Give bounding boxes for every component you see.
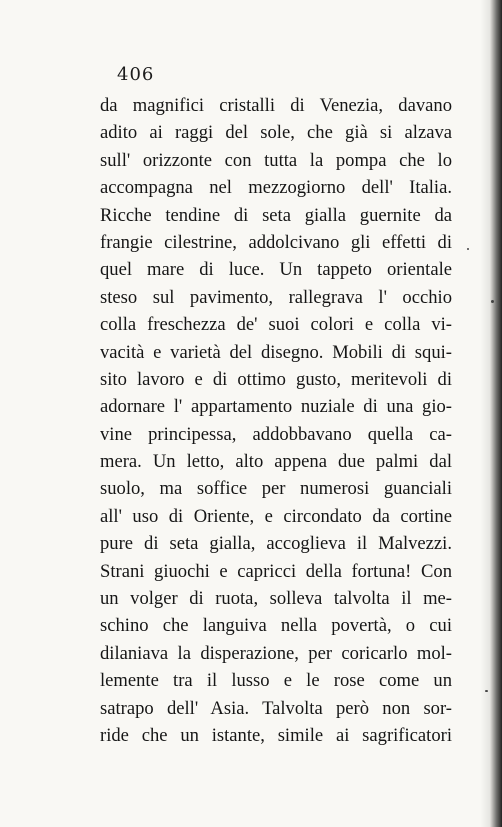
text-line: satrapo dell' Asia. Talvolta però non sor- <box>100 697 452 719</box>
text-line: all' uso di Oriente, e circondato da cortine <box>100 505 452 527</box>
page-edge-shadow <box>480 0 502 827</box>
text-line: mera. Un letto, alto appena due palmi dal <box>100 451 452 473</box>
text-line: da magnifici cristalli di Venezia, davano <box>100 95 452 116</box>
body-text <box>100 92 452 749</box>
text-line: sito lavoro e di ottimo gusto, meritevoli di <box>100 368 452 390</box>
text-line: ride che un istante, simile ai sagrificatori <box>100 724 452 746</box>
text-line: frangie cilestrine, addolcivano gli effetti di <box>100 231 452 253</box>
text-line: vine principessa, addobbavano quella ca- <box>100 423 452 445</box>
text-line: adito ai raggi del sole, che già si alzava <box>100 122 452 144</box>
text-line: pure di seta gialla, accoglieva il Malvezzi. <box>100 533 452 555</box>
print-speck <box>485 690 488 692</box>
text-line: un volger di ruota, solleva talvolta il me- <box>100 588 452 610</box>
text-line: Ricche tendine di seta gialla guernite da <box>100 204 452 226</box>
text-line: Strani giuochi e capricci della fortuna! Con <box>100 560 452 582</box>
print-speck <box>467 248 469 250</box>
page-number: 406 <box>117 64 155 85</box>
text-line: quel mare di luce. Un tappeto orientale <box>100 259 452 281</box>
text-line: colla freschezza de' suoi colori e colla vi- <box>100 314 452 336</box>
text-line: accompagna nel mezzogiorno dell' Italia. <box>100 177 452 199</box>
text-line: lemente tra il lusso e le rose come un <box>100 670 452 692</box>
print-speck <box>491 300 494 303</box>
text-line: steso sul pavimento, rallegrava l' occhio <box>100 286 452 308</box>
text-line: dilaniava la disperazione, per coricarlo mol- <box>100 642 452 664</box>
text-line: sull' orizzonte con tutta la pompa che lo <box>100 149 452 171</box>
text-line: vacità e varietà del disegno. Mobili di squi- <box>100 341 452 363</box>
text-line: schino che languiva nella povertà, o cui <box>100 615 452 637</box>
text-line: adornare l' appartamento nuziale di una gio- <box>100 396 452 418</box>
text-line: suolo, ma soffice per numerosi guanciali <box>100 478 452 500</box>
